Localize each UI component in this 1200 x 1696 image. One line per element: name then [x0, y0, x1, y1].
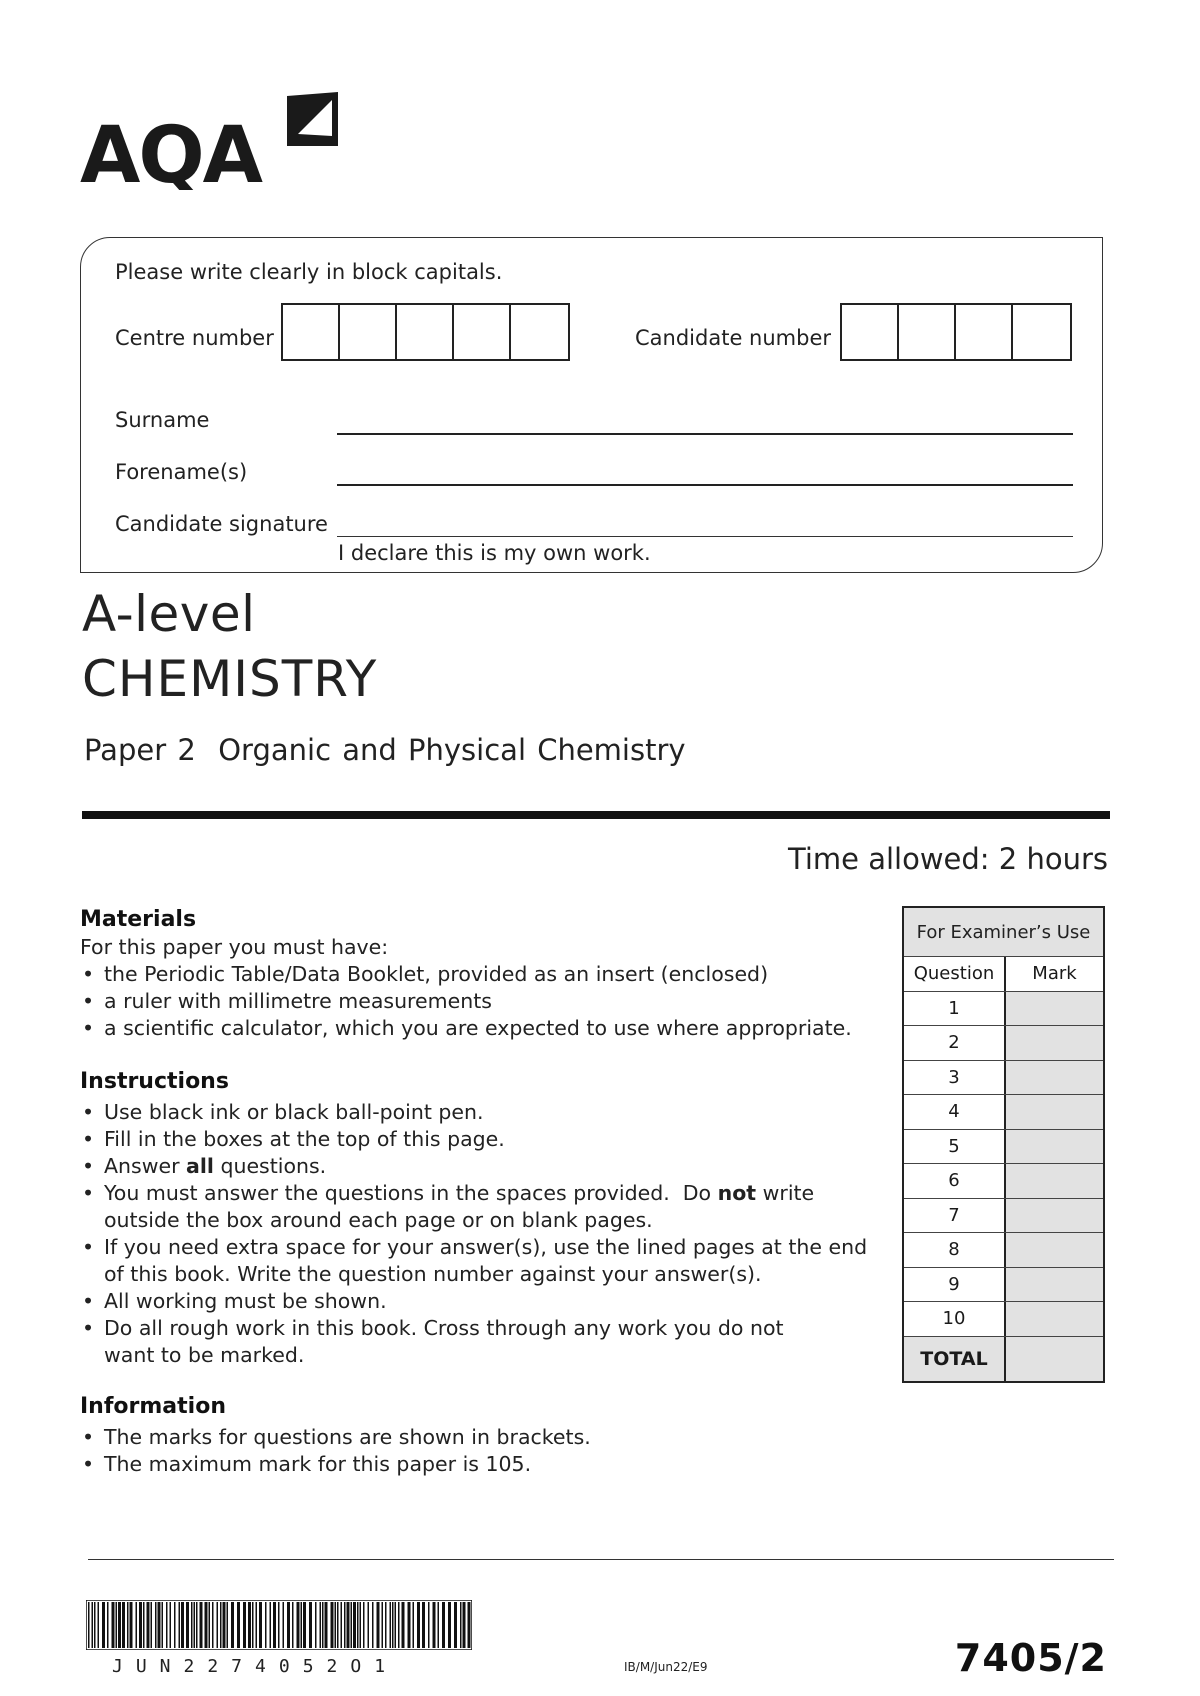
list-item: • All working must be shown. — [80, 1288, 875, 1315]
table-row — [904, 1233, 1103, 1268]
question-number: 7 — [904, 1199, 1006, 1233]
table-header-row — [904, 957, 1103, 992]
surname-line[interactable] — [337, 433, 1073, 435]
mark-cell — [1006, 1233, 1103, 1267]
total-row — [904, 1337, 1103, 1381]
subject-title: CHEMISTRY — [82, 650, 378, 708]
table-row — [904, 1026, 1103, 1061]
table-row — [904, 1095, 1103, 1130]
centre-number-label: Centre number — [115, 326, 274, 350]
table-row — [904, 1130, 1103, 1165]
mark-cell — [1006, 1061, 1103, 1095]
aqa-logo-graphic — [80, 90, 350, 190]
footer-rule — [88, 1559, 1114, 1560]
list-item: • the Periodic Table/Data Booklet, provided as an insert (enclosed) — [80, 961, 900, 988]
surname-label: Surname — [115, 408, 210, 432]
mark-cell — [1006, 1199, 1103, 1233]
column-header-question: Question — [904, 957, 1006, 991]
instructions-heading: Instructions — [80, 1069, 229, 1094]
mark-cell — [1006, 1302, 1103, 1336]
list-item: • The maximum mark for this paper is 105. — [80, 1451, 875, 1478]
list-item: • Fill in the boxes at the top of this page. — [80, 1126, 875, 1153]
examiner-table-title: For Examiner’s Use — [904, 908, 1103, 957]
emphasis-not: not — [717, 1181, 757, 1205]
mark-cell — [1006, 1130, 1103, 1164]
table-row — [904, 1302, 1103, 1337]
signature-line[interactable] — [337, 536, 1073, 537]
list-item: • If you need extra space for your answer(s), use the lined pages at the end of this book. Write the question number against your answer(s). — [80, 1234, 875, 1288]
barcode — [86, 1600, 472, 1650]
svg-text:AQA: AQA — [80, 111, 262, 190]
barcode-graphic — [86, 1600, 472, 1650]
mark-cell — [1006, 1268, 1103, 1302]
total-mark-cell — [1006, 1337, 1103, 1381]
digit-box[interactable] — [956, 305, 1013, 359]
barcode-text: JUN2274052O1 — [112, 1656, 399, 1677]
list-item: • You must answer the questions in the spaces provided. Do not write outside the box around each page or on blank pages. — [80, 1180, 875, 1234]
examiner-use-table — [902, 906, 1105, 1383]
mark-cell — [1006, 1026, 1103, 1060]
question-number: 9 — [904, 1268, 1006, 1302]
qualification-level: A-level — [82, 585, 256, 643]
digit-box[interactable] — [454, 305, 511, 359]
information-heading: Information — [80, 1394, 226, 1419]
emphasis-all: all — [186, 1154, 214, 1178]
question-number: 6 — [904, 1164, 1006, 1198]
materials-intro: For this paper you must have: — [80, 935, 389, 959]
table-row — [904, 992, 1103, 1027]
question-number: 8 — [904, 1233, 1006, 1267]
digit-box[interactable] — [899, 305, 956, 359]
question-number: 10 — [904, 1302, 1006, 1336]
digit-box[interactable] — [340, 305, 397, 359]
time-allowed: Time allowed: 2 hours — [788, 842, 1108, 876]
digit-box[interactable] — [283, 305, 340, 359]
table-row — [904, 1164, 1103, 1199]
question-number: 5 — [904, 1130, 1006, 1164]
paper-code: 7405/2 — [954, 1636, 1107, 1680]
list-item: • Answer all questions. — [80, 1153, 875, 1180]
mark-cell — [1006, 992, 1103, 1026]
forenames-label: Forename(s) — [115, 460, 248, 484]
centre-number-boxes[interactable] — [281, 303, 570, 361]
candidate-number-boxes[interactable] — [840, 303, 1072, 361]
question-number: 1 — [904, 992, 1006, 1026]
aqa-logo — [80, 90, 350, 190]
digit-box[interactable] — [842, 305, 899, 359]
list-item: • Use black ink or black ball-point pen. — [80, 1099, 875, 1126]
information-list — [80, 1424, 875, 1478]
total-label: TOTAL — [904, 1337, 1006, 1381]
reference-code: IB/M/Jun22/E9 — [624, 1660, 708, 1674]
materials-list — [80, 961, 900, 1042]
list-item: • a ruler with millimetre measurements — [80, 988, 900, 1015]
table-row — [904, 1061, 1103, 1096]
list-item: • Do all rough work in this book. Cross through any work you do not want to be marked. — [80, 1315, 804, 1369]
table-row — [904, 1268, 1103, 1303]
mark-cell — [1006, 1164, 1103, 1198]
digit-box[interactable] — [511, 305, 568, 359]
candidate-number-label: Candidate number — [635, 326, 831, 350]
digit-box[interactable] — [397, 305, 454, 359]
question-number: 4 — [904, 1095, 1006, 1129]
forenames-line[interactable] — [337, 484, 1073, 486]
declaration-text: I declare this is my own work. — [338, 541, 651, 565]
list-item: • The marks for questions are shown in brackets. — [80, 1424, 875, 1451]
instructions-list — [80, 1099, 875, 1369]
paper-title: Paper 2 Organic and Physical Chemistry — [84, 733, 686, 767]
block-capitals-instruction: Please write clearly in block capitals. — [115, 260, 503, 284]
materials-heading: Materials — [80, 907, 197, 932]
title-divider — [82, 811, 1110, 819]
signature-label: Candidate signature — [115, 512, 328, 536]
question-number: 2 — [904, 1026, 1006, 1060]
digit-box[interactable] — [1013, 305, 1070, 359]
list-item: • a scientific calculator, which you are expected to use where appropriate. — [80, 1015, 900, 1042]
column-header-mark: Mark — [1006, 957, 1103, 991]
mark-cell — [1006, 1095, 1103, 1129]
table-row — [904, 1199, 1103, 1234]
question-number: 3 — [904, 1061, 1006, 1095]
